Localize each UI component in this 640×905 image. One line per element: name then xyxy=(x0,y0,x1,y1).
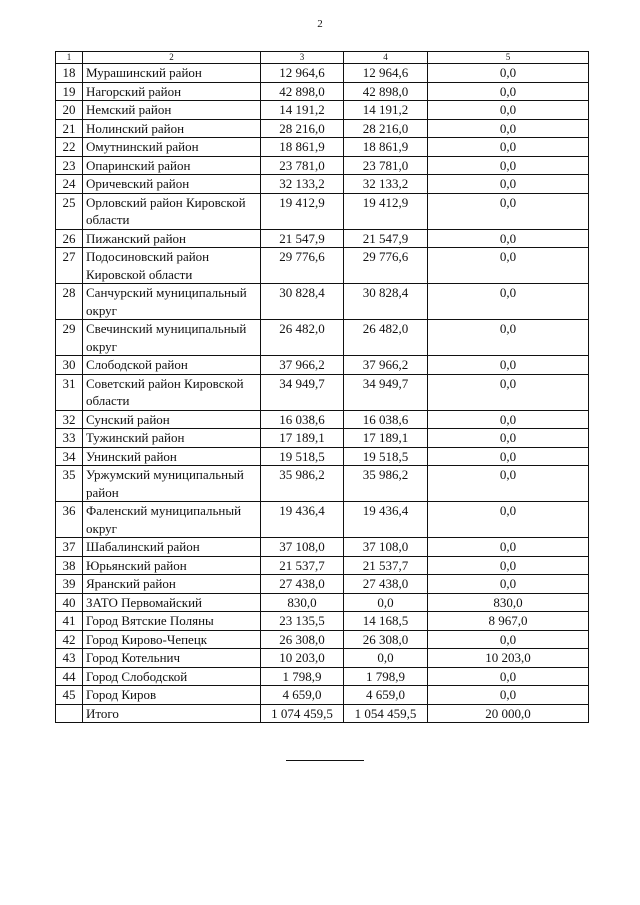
row-number: 23 xyxy=(56,156,83,175)
value-column-4: 30 828,4 xyxy=(344,284,428,320)
table-row xyxy=(56,502,589,538)
value-column-3: 18 861,9 xyxy=(261,138,344,157)
value-column-4: 37 108,0 xyxy=(344,538,428,557)
municipality-name: Опаринский район xyxy=(83,156,261,175)
value-column-5: 0,0 xyxy=(428,119,589,138)
table-row xyxy=(56,356,589,375)
municipality-name: Яранский район xyxy=(83,575,261,594)
value-column-3: 23 781,0 xyxy=(261,156,344,175)
row-number: 19 xyxy=(56,82,83,101)
value-column-5: 0,0 xyxy=(428,429,589,448)
municipality-name: Тужинский район xyxy=(83,429,261,448)
value-column-4: 19 412,9 xyxy=(344,193,428,229)
value-column-4: 42 898,0 xyxy=(344,82,428,101)
value-column-3: 10 203,0 xyxy=(261,649,344,668)
value-column-3: 27 438,0 xyxy=(261,575,344,594)
total-row xyxy=(56,704,589,723)
table-row xyxy=(56,82,589,101)
column-number-row xyxy=(56,52,589,64)
table-row xyxy=(56,229,589,248)
value-column-5: 0,0 xyxy=(428,447,589,466)
row-number: 43 xyxy=(56,649,83,668)
value-column-3: 16 038,6 xyxy=(261,410,344,429)
table-row xyxy=(56,193,589,229)
column-number-3: 3 xyxy=(261,52,344,64)
value-column-3: 17 189,1 xyxy=(261,429,344,448)
value-column-4: 26 482,0 xyxy=(344,320,428,356)
value-column-3: 4 659,0 xyxy=(261,686,344,705)
value-column-4: 0,0 xyxy=(344,649,428,668)
table-row xyxy=(56,612,589,631)
value-column-3: 35 986,2 xyxy=(261,466,344,502)
value-column-4: 21 547,9 xyxy=(344,229,428,248)
table-row xyxy=(56,248,589,284)
row-number: 22 xyxy=(56,138,83,157)
row-number: 29 xyxy=(56,320,83,356)
table-row xyxy=(56,593,589,612)
municipality-name: Санчурский муниципальный округ xyxy=(83,284,261,320)
row-number: 30 xyxy=(56,356,83,375)
value-column-4: 19 518,5 xyxy=(344,447,428,466)
row-number: 41 xyxy=(56,612,83,631)
value-column-4: 21 537,7 xyxy=(344,556,428,575)
table-row xyxy=(56,466,589,502)
column-number-4: 4 xyxy=(344,52,428,64)
table-row xyxy=(56,119,589,138)
row-number: 35 xyxy=(56,466,83,502)
row-number: 37 xyxy=(56,538,83,557)
row-number: 27 xyxy=(56,248,83,284)
municipality-name: Немский район xyxy=(83,101,261,120)
value-column-5: 0,0 xyxy=(428,356,589,375)
row-number: 34 xyxy=(56,447,83,466)
end-of-document-rule xyxy=(286,760,364,761)
value-column-5: 0,0 xyxy=(428,156,589,175)
value-column-3: 14 191,2 xyxy=(261,101,344,120)
table-row xyxy=(56,374,589,410)
value-column-4: 14 168,5 xyxy=(344,612,428,631)
value-column-4: 1 798,9 xyxy=(344,667,428,686)
table-row xyxy=(56,410,589,429)
table-row xyxy=(56,101,589,120)
value-column-3: 830,0 xyxy=(261,593,344,612)
value-column-3: 19 518,5 xyxy=(261,447,344,466)
value-column-5: 0,0 xyxy=(428,502,589,538)
value-column-3: 19 412,9 xyxy=(261,193,344,229)
value-column-5: 0,0 xyxy=(428,101,589,120)
table-row xyxy=(56,556,589,575)
municipality-name: Юрьянский район xyxy=(83,556,261,575)
value-column-4: 27 438,0 xyxy=(344,575,428,594)
value-column-5: 0,0 xyxy=(428,410,589,429)
value-column-3: 21 537,7 xyxy=(261,556,344,575)
value-column-5: 0,0 xyxy=(428,466,589,502)
value-column-4: 19 436,4 xyxy=(344,502,428,538)
municipality-name: Нолинский район xyxy=(83,119,261,138)
value-column-3: 23 135,5 xyxy=(261,612,344,631)
municipality-name: Итого xyxy=(83,704,261,723)
column-number-1: 1 xyxy=(56,52,83,64)
value-column-3: 42 898,0 xyxy=(261,82,344,101)
row-number: 44 xyxy=(56,667,83,686)
row-number: 24 xyxy=(56,175,83,194)
value-column-5: 0,0 xyxy=(428,686,589,705)
value-column-5: 0,0 xyxy=(428,138,589,157)
value-column-3: 34 949,7 xyxy=(261,374,344,410)
municipality-name: ЗАТО Первомайский xyxy=(83,593,261,612)
municipality-name: Город Кирово-Чепецк xyxy=(83,630,261,649)
value-column-5: 0,0 xyxy=(428,667,589,686)
municipality-name: Нагорский район xyxy=(83,82,261,101)
value-column-5: 0,0 xyxy=(428,374,589,410)
table-row xyxy=(56,284,589,320)
municipality-name: Город Киров xyxy=(83,686,261,705)
value-column-4: 18 861,9 xyxy=(344,138,428,157)
row-number: 36 xyxy=(56,502,83,538)
row-number: 39 xyxy=(56,575,83,594)
value-column-5: 0,0 xyxy=(428,193,589,229)
row-number: 20 xyxy=(56,101,83,120)
value-column-5: 0,0 xyxy=(428,229,589,248)
value-column-4: 34 949,7 xyxy=(344,374,428,410)
table-row xyxy=(56,320,589,356)
municipality-name: Орловский район Кировской области xyxy=(83,193,261,229)
municipality-name: Пижанский район xyxy=(83,229,261,248)
value-column-4: 0,0 xyxy=(344,593,428,612)
value-column-5: 0,0 xyxy=(428,538,589,557)
value-column-3: 30 828,4 xyxy=(261,284,344,320)
row-number: 26 xyxy=(56,229,83,248)
row-number: 18 xyxy=(56,64,83,83)
table-row xyxy=(56,575,589,594)
value-column-4: 4 659,0 xyxy=(344,686,428,705)
table-row xyxy=(56,667,589,686)
row-number: 42 xyxy=(56,630,83,649)
table-body xyxy=(56,64,589,723)
row-number: 31 xyxy=(56,374,83,410)
value-column-5: 0,0 xyxy=(428,64,589,83)
value-column-5: 0,0 xyxy=(428,248,589,284)
column-number-2: 2 xyxy=(83,52,261,64)
value-column-3: 28 216,0 xyxy=(261,119,344,138)
value-column-5: 0,0 xyxy=(428,556,589,575)
value-column-4: 29 776,6 xyxy=(344,248,428,284)
value-column-5: 10 203,0 xyxy=(428,649,589,668)
value-column-3: 32 133,2 xyxy=(261,175,344,194)
municipality-name: Свечинский муниципальный округ xyxy=(83,320,261,356)
value-column-5: 0,0 xyxy=(428,82,589,101)
value-column-5: 0,0 xyxy=(428,575,589,594)
value-column-4: 26 308,0 xyxy=(344,630,428,649)
municipality-name: Город Котельнич xyxy=(83,649,261,668)
value-column-3: 37 108,0 xyxy=(261,538,344,557)
allocation-table xyxy=(55,51,589,723)
table-row xyxy=(56,649,589,668)
value-column-3: 12 964,6 xyxy=(261,64,344,83)
row-number: 28 xyxy=(56,284,83,320)
table-row xyxy=(56,429,589,448)
row-number xyxy=(56,704,83,723)
municipality-name: Сунский район xyxy=(83,410,261,429)
value-column-3: 1 798,9 xyxy=(261,667,344,686)
table-row xyxy=(56,175,589,194)
page-number: 2 xyxy=(317,18,323,30)
value-column-3: 26 482,0 xyxy=(261,320,344,356)
value-column-3: 37 966,2 xyxy=(261,356,344,375)
row-number: 21 xyxy=(56,119,83,138)
value-column-4: 1 054 459,5 xyxy=(344,704,428,723)
municipality-name: Уржумский муниципальный район xyxy=(83,466,261,502)
municipality-name: Подосиновский район Кировской области xyxy=(83,248,261,284)
table-row xyxy=(56,64,589,83)
value-column-4: 17 189,1 xyxy=(344,429,428,448)
value-column-3: 1 074 459,5 xyxy=(261,704,344,723)
municipality-name: Город Слободской xyxy=(83,667,261,686)
value-column-3: 26 308,0 xyxy=(261,630,344,649)
value-column-4: 16 038,6 xyxy=(344,410,428,429)
value-column-5: 830,0 xyxy=(428,593,589,612)
municipality-name: Оричевский район xyxy=(83,175,261,194)
row-number: 33 xyxy=(56,429,83,448)
municipality-name: Омутнинский район xyxy=(83,138,261,157)
value-column-4: 37 966,2 xyxy=(344,356,428,375)
municipality-name: Шабалинский район xyxy=(83,538,261,557)
municipality-name: Унинский район xyxy=(83,447,261,466)
value-column-5: 8 967,0 xyxy=(428,612,589,631)
municipality-name: Фаленский муниципальный округ xyxy=(83,502,261,538)
value-column-5: 0,0 xyxy=(428,175,589,194)
value-column-4: 12 964,6 xyxy=(344,64,428,83)
municipality-name: Советский район Кировской области xyxy=(83,374,261,410)
value-column-3: 21 547,9 xyxy=(261,229,344,248)
row-number: 25 xyxy=(56,193,83,229)
table-row xyxy=(56,538,589,557)
value-column-4: 35 986,2 xyxy=(344,466,428,502)
value-column-3: 19 436,4 xyxy=(261,502,344,538)
value-column-4: 14 191,2 xyxy=(344,101,428,120)
value-column-4: 32 133,2 xyxy=(344,175,428,194)
municipality-name: Город Вятские Поляны xyxy=(83,612,261,631)
table-row xyxy=(56,630,589,649)
value-column-5: 20 000,0 xyxy=(428,704,589,723)
municipality-name: Слободской район xyxy=(83,356,261,375)
value-column-4: 28 216,0 xyxy=(344,119,428,138)
value-column-5: 0,0 xyxy=(428,284,589,320)
municipality-name: Мурашинский район xyxy=(83,64,261,83)
table-row xyxy=(56,138,589,157)
row-number: 40 xyxy=(56,593,83,612)
value-column-4: 23 781,0 xyxy=(344,156,428,175)
row-number: 38 xyxy=(56,556,83,575)
value-column-5: 0,0 xyxy=(428,630,589,649)
row-number: 32 xyxy=(56,410,83,429)
column-number-5: 5 xyxy=(428,52,589,64)
table-row xyxy=(56,156,589,175)
table-row xyxy=(56,447,589,466)
value-column-3: 29 776,6 xyxy=(261,248,344,284)
row-number: 45 xyxy=(56,686,83,705)
value-column-5: 0,0 xyxy=(428,320,589,356)
table-row xyxy=(56,686,589,705)
